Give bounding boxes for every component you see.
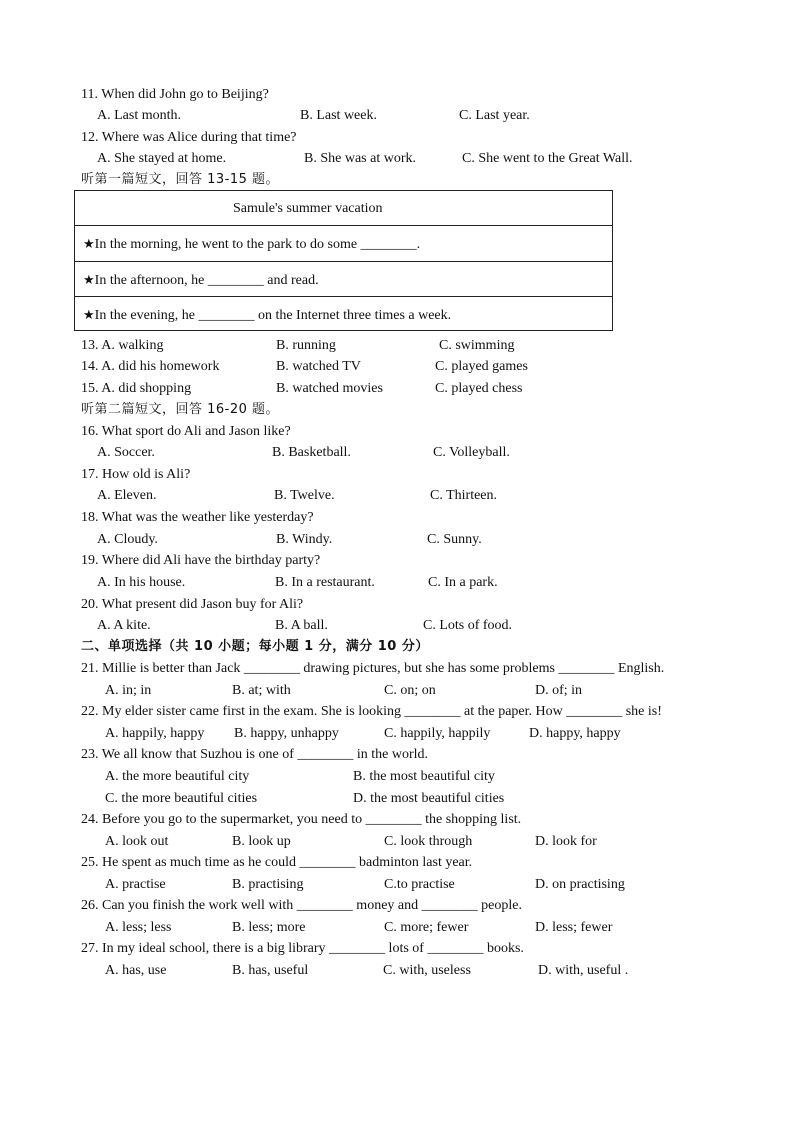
question-26-option-c: C. more; fewer	[384, 920, 469, 935]
question-11-option-b: B. Last week.	[300, 108, 377, 123]
question-22-option-c: C. happily, happily	[384, 726, 491, 741]
question-21-option-b: B. at; with	[232, 683, 291, 698]
question-11-stem: 11. When did John go to Beijing?	[81, 87, 269, 102]
question-24-option-a: A. look out	[105, 834, 169, 849]
table-row	[75, 297, 612, 331]
question-17-option-b: B. Twelve.	[274, 488, 335, 503]
question-16-option-a: A. Soccer.	[97, 445, 155, 460]
question-25-stem: 25. He spent as much time as he could ________ badminton last year.	[81, 855, 473, 870]
question-17-stem: 17. How old is Ali?	[81, 467, 191, 482]
question-25-option-b: B. practising	[232, 877, 304, 892]
summer-vacation-table	[74, 190, 613, 331]
section-heading-passage-1: 听第一篇短文，回答 13-15 题。	[81, 172, 280, 187]
question-20-option-c: C. Lots of food.	[423, 618, 513, 633]
question-26-stem: 26. Can you finish the work well with ________ money and ________ people.	[81, 898, 522, 913]
question-23-option-d: D. the most beautiful cities	[353, 791, 505, 806]
question-20-option-b: B. A ball.	[275, 618, 328, 633]
question-27-option-d: D. with, useful .	[538, 963, 629, 978]
question-23-option-c: C. the more beautiful cities	[105, 791, 258, 806]
section-heading-multiple-choice: 二、单项选择（共 10 小题；每小题 1 分，满分 10 分）	[81, 639, 429, 654]
question-11-option-a: A. Last month.	[97, 108, 181, 123]
question-23-stem: 23. We all know that Suzhou is one of ________ in the world.	[81, 747, 429, 762]
table-row	[75, 262, 612, 297]
question-13-option-b: B. running	[276, 338, 336, 353]
question-24-stem: 24. Before you go to the supermarket, you need to ________ the shopping list.	[81, 812, 522, 827]
question-11-option-c: C. Last year.	[459, 108, 530, 123]
question-12-option-b: B. She was at work.	[304, 151, 416, 166]
table-row	[75, 226, 612, 262]
question-18-option-a: A. Cloudy.	[97, 532, 158, 547]
question-18-stem: 18. What was the weather like yesterday?	[81, 510, 314, 525]
question-25-option-d: D. on practising	[535, 877, 625, 892]
star-icon: ★	[83, 308, 95, 323]
table-row-title	[75, 191, 612, 226]
question-19-option-a: A. In his house.	[97, 575, 186, 590]
table-row-afternoon-text: In the afternoon, he ________ and read.	[94, 273, 319, 288]
table-title: Samule's summer vacation	[233, 201, 383, 216]
question-19-option-c: C. In a park.	[428, 575, 498, 590]
question-13-option-c: C. swimming	[439, 338, 515, 353]
question-21-stem: 21. Millie is better than Jack ________ drawing pictures, but she has some problems ________ English.	[81, 661, 665, 676]
question-22-stem: 22. My elder sister came first in the exam. She is looking ________ at the paper. How ________ she is!	[81, 704, 662, 719]
question-16-option-b: B. Basketball.	[272, 445, 351, 460]
question-15-option-b: B. watched movies	[276, 381, 383, 396]
question-18-option-c: C. Sunny.	[427, 532, 482, 547]
question-27-option-a: A. has, use	[105, 963, 167, 978]
star-icon: ★	[83, 273, 95, 288]
question-14-stem: 14. A. did his homework	[81, 359, 220, 374]
question-22-option-a: A. happily, happy	[105, 726, 205, 741]
question-23-option-b: B. the most beautiful city	[353, 769, 495, 784]
section-heading-passage-2: 听第二篇短文，回答 16-20 题。	[81, 402, 280, 417]
question-14-option-b: B. watched TV	[276, 359, 361, 374]
table-row-morning-text: In the morning, he went to the park to do some ________.	[94, 237, 421, 252]
question-24-option-b: B. look up	[232, 834, 291, 849]
question-27-option-c: C. with, useless	[383, 963, 471, 978]
question-12-option-c: C. She went to the Great Wall.	[462, 151, 633, 166]
question-24-option-c: C. look through	[384, 834, 473, 849]
question-12-stem: 12. Where was Alice during that time?	[81, 130, 297, 145]
question-16-stem: 16. What sport do Ali and Jason like?	[81, 424, 291, 439]
star-icon: ★	[83, 237, 95, 252]
question-13-stem: 13. A. walking	[81, 338, 164, 353]
question-27-stem: 27. In my ideal school, there is a big library ________ lots of ________ books.	[81, 941, 524, 956]
question-15-stem: 15. A. did shopping	[81, 381, 192, 396]
question-27-option-b: B. has, useful	[232, 963, 309, 978]
question-14-option-c: C. played games	[435, 359, 528, 374]
question-19-option-b: B. In a restaurant.	[275, 575, 375, 590]
question-23-option-a: A. the more beautiful city	[105, 769, 250, 784]
question-17-option-c: C. Thirteen.	[430, 488, 498, 503]
question-22-option-b: B. happy, unhappy	[234, 726, 339, 741]
question-12-option-a: A. She stayed at home.	[97, 151, 227, 166]
question-26-option-a: A. less; less	[105, 920, 172, 935]
question-25-option-a: A. practise	[105, 877, 166, 892]
question-25-option-c: C.to practise	[384, 877, 455, 892]
question-21-option-a: A. in; in	[105, 683, 152, 698]
question-26-option-b: B. less; more	[232, 920, 306, 935]
question-16-option-c: C. Volleyball.	[433, 445, 510, 460]
question-21-option-d: D. of; in	[535, 683, 583, 698]
question-19-stem: 19. Where did Ali have the birthday party?	[81, 553, 321, 568]
question-17-option-a: A. Eleven.	[97, 488, 157, 503]
question-20-option-a: A. A kite.	[97, 618, 151, 633]
question-26-option-d: D. less; fewer	[535, 920, 613, 935]
question-18-option-b: B. Windy.	[276, 532, 333, 547]
question-24-option-d: D. look for	[535, 834, 597, 849]
question-21-option-c: C. on; on	[384, 683, 436, 698]
question-20-stem: 20. What present did Jason buy for Ali?	[81, 597, 304, 612]
table-row-evening-text: In the evening, he ________ on the Internet three times a week.	[94, 308, 452, 323]
question-15-option-c: C. played chess	[435, 381, 523, 396]
question-22-option-d: D. happy, happy	[529, 726, 621, 741]
